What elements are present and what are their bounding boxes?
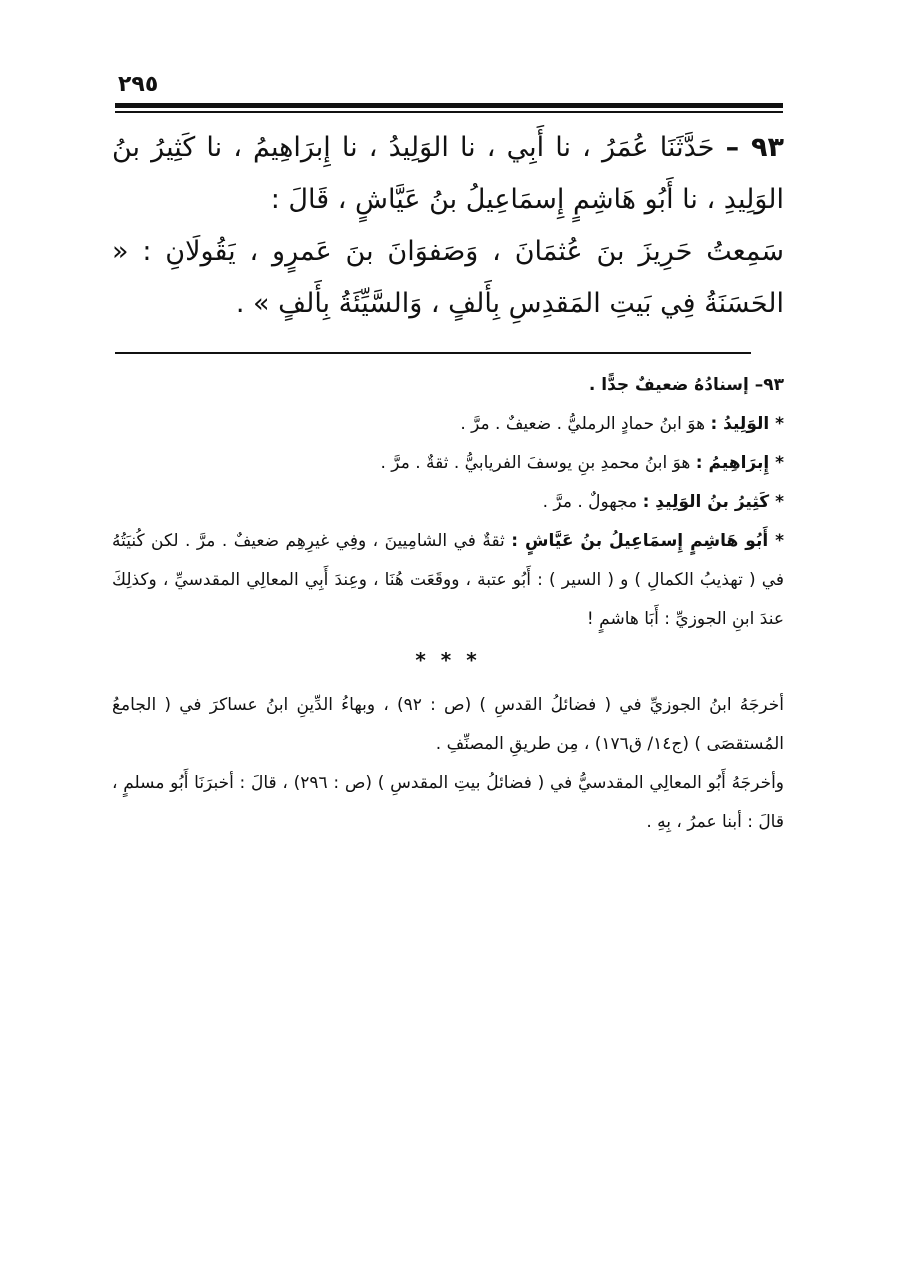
header-rule-thin <box>115 111 783 113</box>
hadith-chain-text: حَدَّثَنَا عُمَرُ ، نا أَبِي ، نا الوَلِيدُ ، نا إِبرَاهِيمُ ، نا كَثِيرُ بنُ الوَلِيدِ ، نا أَبُو هَاشِمٍ إِسمَاعِيلُ بنُ عَيَّاشٍ ، قَالَ : <box>112 132 784 215</box>
hadith-number: ٩٣ – <box>725 132 784 163</box>
narrator-note <box>112 522 784 639</box>
hadith-matn: سَمِعتُ حَرِيزَ بنَ عُثمَانَ ، وَصَفوَانَ بنَ عَمرٍو ، يَقُولَانِ : « الحَسَنَةُ فِي بَيتِ المَقدِسِ بِأَلفٍ ، وَالسَّيِّئَةُ بِأَلفٍ » . <box>112 236 784 319</box>
narrator-name: * أَبُو هَاشِمٍ إِسمَاعِيلُ بنُ عَيَّاشٍ : <box>511 531 785 551</box>
footnotes <box>112 366 784 842</box>
narrator-grade: ثقةٌ في الشامِيينَ ، وفِي غيرِهِم ضعيفٌ . مرَّ . لكن كُنيَتُهُ في ( تهذيبُ الكمالِ ) و ( السير ) : أَبُو عتبة ، ووقَعَت هُنَا ، وعِندَ أَبِي المعالِي المقدسيِّ ، وكذلِكَ عندَ ابنِ الجوزيِّ : أَبَا هاشمٍ ! <box>112 531 784 629</box>
header-rule-thick <box>115 103 783 108</box>
narrator-name: * كَثِيرُ بنُ الوَلِيدِ : <box>642 492 784 512</box>
hadith-chain <box>112 122 784 226</box>
narrator-note <box>112 444 784 483</box>
narrator-name: * إِبرَاهِيمُ : <box>695 453 784 473</box>
narrator-grade: هوَ ابنُ محمدِ بنِ يوسفَ الفريابيُّ . ثقةٌ . مرَّ . <box>380 453 691 473</box>
isnad-grade: ٩٣– إسنادُهُ ضعيفٌ جدًّا . <box>588 375 784 395</box>
page-number: ٢٩٥ <box>118 72 159 97</box>
narrator-grade: مجهولٌ . مرَّ . <box>542 492 638 512</box>
takhrij-section <box>112 686 784 842</box>
narrator-grade: هوَ ابنُ حمادٍ الرمليُّ . ضعيفٌ . مرَّ . <box>460 414 706 434</box>
takhrij-paragraph: وأخرجَهُ أَبُو المعالِي المقدسيُّ في ( فضائلُ بيتِ المقدسِ ) (ص : ٢٩٦) ، قالَ : أخبرَنَا أَبُو مسلمٍ ، قالَ : أبنا عمرُ ، بِهِ . <box>112 773 785 832</box>
footnote-separator <box>115 352 751 354</box>
hadith-text <box>112 122 784 330</box>
takhrij-paragraph: أخرجَهُ ابنُ الجوزيِّ في ( فضائلُ القدسِ ) (ص : ٩٢) ، وبهاءُ الدِّينِ ابنُ عساكرَ في ( الجامعُ المُستقصَى ) (ج١٤/ ق١٧٦) ، مِن طريقِ المصنِّفِ . <box>112 695 785 754</box>
narrator-note <box>112 483 784 522</box>
section-divider-stars: * * * <box>415 648 481 672</box>
narrator-name: * الوَلِيدُ : <box>710 414 784 434</box>
narrator-note <box>112 405 784 444</box>
